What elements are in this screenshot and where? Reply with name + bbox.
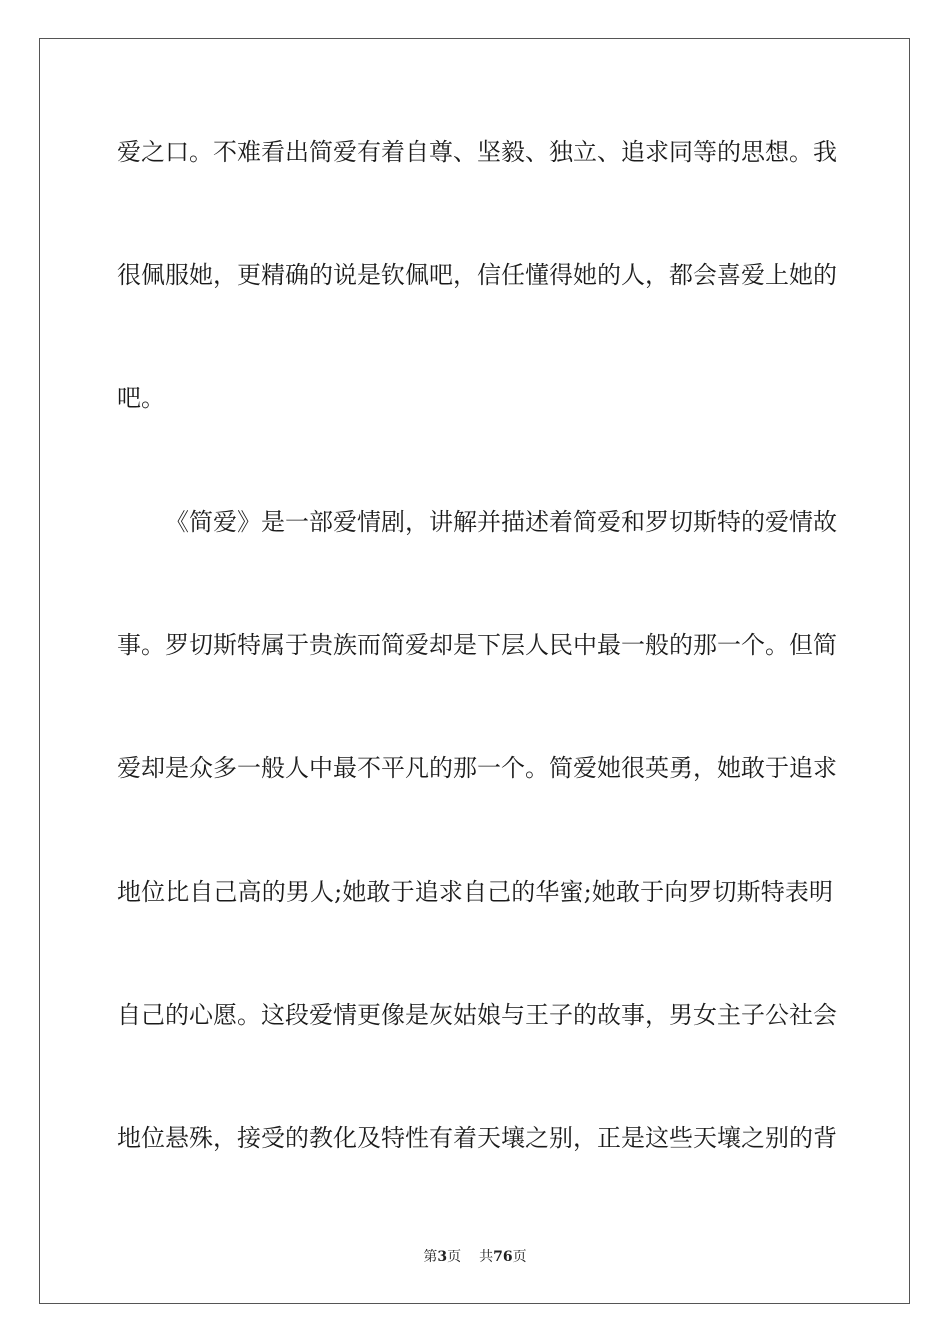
- body-text-line: 很佩服她，更精确的说是钦佩吧，信任懂得她的人，都会喜爱上她的: [117, 261, 837, 289]
- page-number: 3: [437, 1249, 448, 1265]
- paragraph-first-line: 《简爱》是一部爱情剧，讲解并描述着简爱和罗切斯特的爱情故: [165, 508, 837, 536]
- body-text-line: 地位比自己高的男人;她敢于追求自己的华蜜;她敢于向罗切斯特表明: [117, 878, 833, 906]
- total-pages-suffix: 页: [512, 1249, 527, 1265]
- page-number-prefix: 第: [423, 1249, 438, 1265]
- body-text-line: 爱之口。不难看出简爱有着自尊、坚毅、独立、追求同等的思想。我: [117, 138, 837, 166]
- body-text-line: 爱却是众多一般人中最不平凡的那一个。简爱她很英勇，她敢于追求: [117, 754, 837, 782]
- body-text-line: 地位悬殊，接受的教化及特性有着天壤之别，正是这些天壤之别的背: [117, 1124, 837, 1152]
- total-pages-prefix: 共: [479, 1249, 494, 1265]
- page-footer: [0, 1248, 950, 1266]
- page-border: [39, 38, 910, 1304]
- total-pages: 76: [493, 1249, 513, 1265]
- body-text-line: 吧。: [117, 384, 165, 412]
- body-text-line: 事。罗切斯特属于贵族而简爱却是下层人民中最一般的那一个。但简: [117, 631, 837, 659]
- page-number-suffix: 页: [447, 1249, 462, 1265]
- body-text-line: 自己的心愿。这段爱情更像是灰姑娘与王子的故事，男女主子公社会: [117, 1001, 837, 1029]
